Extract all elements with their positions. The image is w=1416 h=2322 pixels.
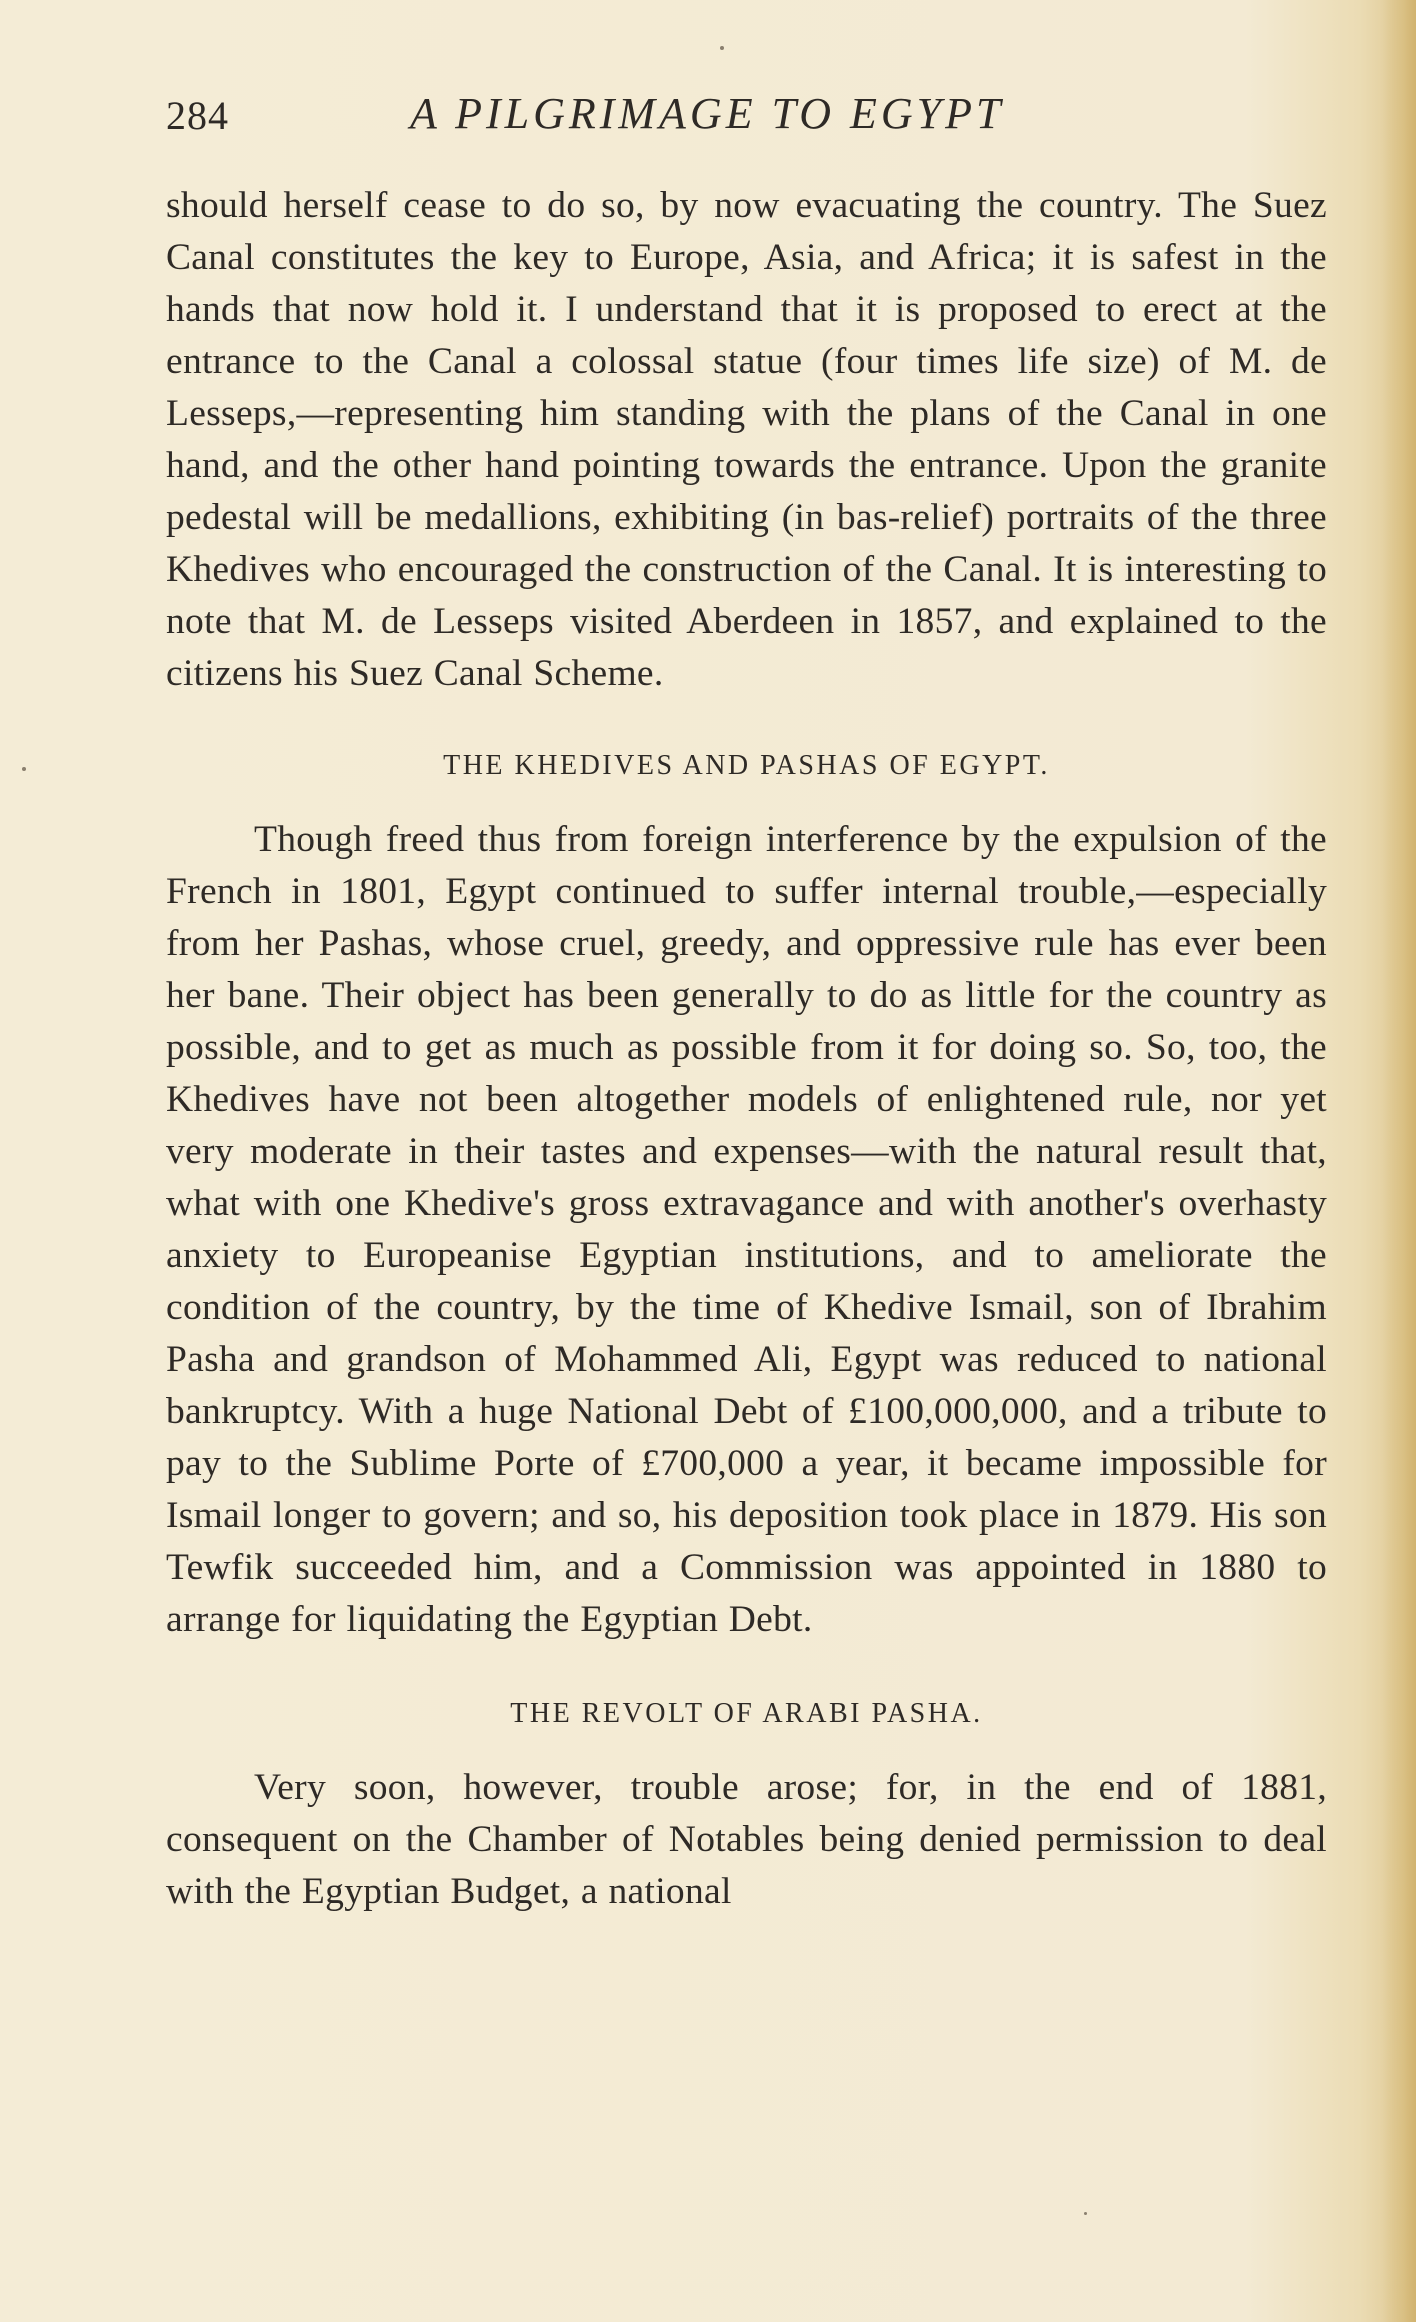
paragraph: Though freed thus from foreign interference by the expulsion of the French in 1801, Egypt continued to suffer internal trouble,—especially from her Pashas, whose cruel, greedy, and oppressive rule has ever been her bane. Their object has been generally to do as little for the country as possible, and to get as much as possible from it for doing so. So, too, the Khedives have not been altogether models of enlightened rule, nor yet very moderate in their tastes and expenses—with the natural result that, what with one Khedive's gross extravagance and with another's overhasty anxiety to Europeanise Egyptian institutions, and to ameliorate the condition of the country, by the time of Khedive Ismail, son of Ibrahim Pasha and grandson of Mohammed Ali, Egypt was reduced to national bankruptcy. With a huge National Debt of £100,000,000, and a tribute to pay to the Sublime Porte of £700,000 a year, it became impossible for Ismail longer to govern; and so, his deposition took place in 1879. His son Tewfik succeeded him, and a Commission was appointed in 1880 to arrange for liquidating the Egyptian Debt. bbox=[166, 819, 1327, 1640]
paragraph: should herself cease to do so, by now evacuating the country. The Suez Canal constitutes the key to Europe, Asia, and Africa; it is safest in the hands that now hold it. I understand that it is proposed to erect at the entrance to the Canal a colossal statue (four times life size) of M. de Lesseps,—representing him standing with the plans of the Canal in one hand, and the other hand pointing towards the entrance. Upon the granite pedestal will be medallions, exhibiting (in bas-relief) portraits of the three Khedives who encouraged the construction of the Canal. It is interesting to note that M. de Lesseps visited Aberdeen in 1857, and explained to the citizens his Suez Canal Scheme. bbox=[166, 185, 1327, 694]
page-number: 284 bbox=[166, 93, 229, 138]
page-edge-shading bbox=[1382, 0, 1416, 2322]
paragraph: Very soon, however, trouble arose; for, in the end of 1881, consequent on the Chamber of Notables being denied permission to deal with the Egyptian Budget, a national bbox=[166, 1767, 1327, 1912]
body-text bbox=[166, 180, 1327, 1918]
paper-speck bbox=[720, 46, 724, 50]
section-heading: THE REVOLT OF ARABI PASHA. bbox=[510, 1698, 983, 1729]
section-heading: THE KHEDIVES AND PASHAS OF EGYPT. bbox=[443, 750, 1050, 781]
paper-speck bbox=[1084, 2212, 1087, 2215]
running-head bbox=[166, 88, 1342, 148]
paper-speck bbox=[22, 767, 26, 771]
running-title: A PILGRIMAGE TO EGYPT bbox=[410, 89, 1005, 138]
